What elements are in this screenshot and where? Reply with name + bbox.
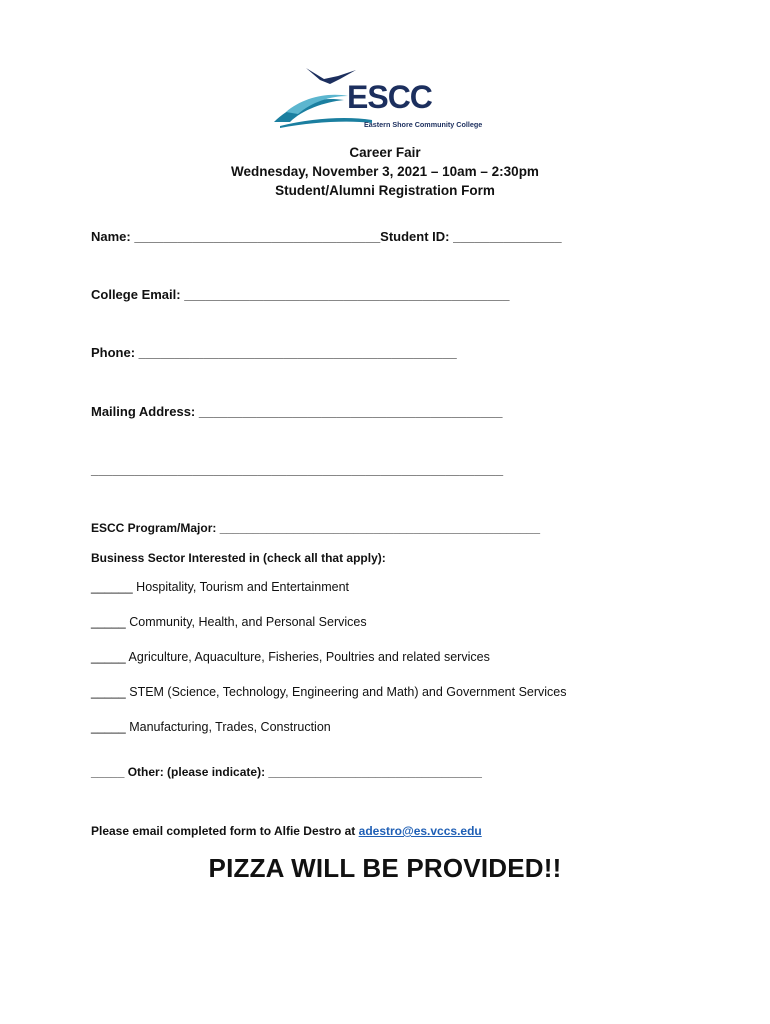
college-email-field: College Email: _____________________________________________ <box>91 287 510 302</box>
escc-logo <box>272 64 483 134</box>
sector-other: _____ Other: (please indicate): ________________________________ <box>91 765 482 779</box>
email-instruction <box>91 824 482 838</box>
business-sector-heading: Business Sector Interested in (check all that apply): <box>91 551 386 565</box>
form-name: Student/Alumni Registration Form <box>275 183 495 198</box>
phone-field: Phone: ____________________________________________ <box>91 345 457 360</box>
sector-option: _____ Community, Health, and Personal Services <box>91 615 367 629</box>
address-line-2: _________________________________________________________ <box>91 462 504 477</box>
name-student-id-field: Name: __________________________________Student ID: _______________ <box>91 229 562 244</box>
program-major-field: ESCC Program/Major: ________________________________________________ <box>91 521 541 535</box>
mailing-address-field: Mailing Address: __________________________________________ <box>91 404 503 419</box>
event-name: Career Fair <box>349 145 421 160</box>
event-date: Wednesday, November 3, 2021 – 10am – 2:30pm <box>231 164 539 179</box>
sector-option: _____ STEM (Science, Technology, Engineering and Math) and Government Services <box>91 685 567 699</box>
sector-option: ______ Hospitality, Tourism and Entertainment <box>91 580 350 594</box>
sector-option: _____ Agriculture, Aquaculture, Fisheries, Poultries and related services <box>91 650 490 664</box>
wave-shape <box>280 118 372 128</box>
email-instruction-text: Please email completed form to Alfie Destro at <box>91 824 359 838</box>
email-link[interactable]: adestro@es.vccs.edu <box>358 824 482 838</box>
pizza-banner: PIZZA WILL BE PROVIDED!! <box>208 853 562 883</box>
logo-tagline: Eastern Shore Community College <box>364 120 483 129</box>
sector-option: _____ Manufacturing, Trades, Construction <box>91 720 331 734</box>
logo-acronym: ESCC <box>347 79 432 115</box>
form-title <box>0 143 770 200</box>
